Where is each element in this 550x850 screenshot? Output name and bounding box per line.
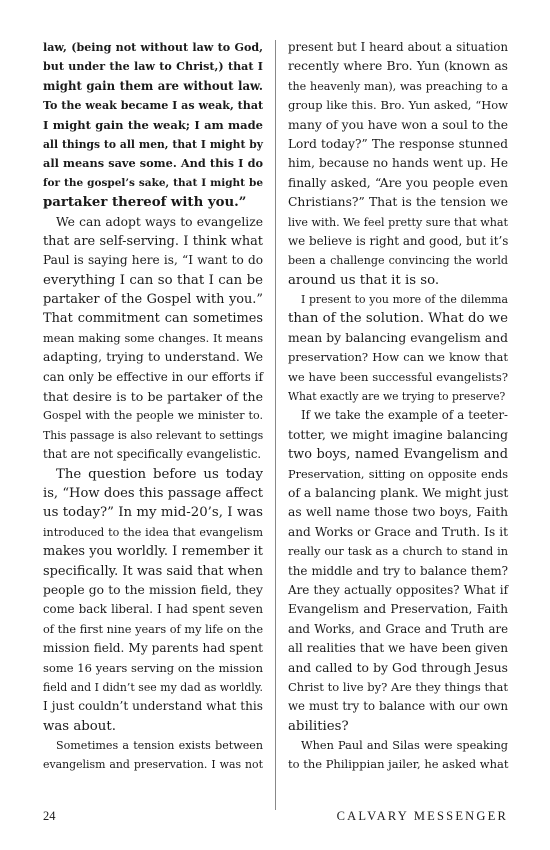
text-line: live with. We feel pretty sure that what: [288, 215, 508, 229]
text-line: Lord today?” The response stunned: [288, 136, 508, 151]
text-line: group like this. Bro. Yun asked, “How: [288, 98, 508, 113]
text-line: Paul is saying here is, “I want to do: [43, 253, 263, 268]
text-line: and Works or Grace and Truth. Is it: [288, 524, 508, 539]
text-line: than of the solution. What do we: [288, 311, 508, 327]
text-line: The question before us today: [56, 466, 263, 482]
text-line: That commitment can sometimes: [43, 311, 263, 327]
text-line: mean making some changes. It means: [43, 331, 263, 345]
page-number: 24: [43, 809, 56, 823]
text-line: we must try to balance with our own: [288, 699, 508, 714]
text-line: really our task as a church to stand in: [288, 545, 508, 559]
page-footer: [43, 809, 508, 825]
column-divider: [275, 40, 276, 810]
text-line: the middle and try to balance them?: [288, 563, 508, 578]
text-line: This passage is also relevant to settings: [43, 428, 264, 442]
text-line: all means save some. And this I do: [43, 156, 263, 171]
text-line: preservation? How can we know that: [288, 350, 508, 365]
text-line: all things to all men, that I might by: [43, 137, 263, 151]
text-line: makes you worldly. I remember it: [43, 544, 263, 560]
text-line: mission field. My parents had spent: [43, 641, 263, 656]
text-line: as well name those two boys, Faith: [288, 505, 508, 520]
right-column: [288, 38, 508, 775]
text-line: I might gain the weak; I am made: [43, 117, 263, 132]
text-line: all realities that we have been given: [288, 641, 508, 656]
text-line: was about.: [43, 718, 116, 734]
text-line: Evangelism and Preservation, Faith: [288, 602, 508, 617]
text-line: abilities?: [288, 718, 349, 734]
text-line: When Paul and Silas were speaking: [301, 739, 508, 753]
text-line: everything I can so that I can be: [43, 272, 263, 288]
text-line: introduced to the idea that evangelism: [43, 525, 263, 539]
text-line: and Works, and Grace and Truth are: [288, 621, 508, 636]
text-line: of a balancing plank. We might just: [288, 485, 509, 500]
text-line: I just couldn’t understand what this: [43, 699, 263, 714]
text-line: We can adopt ways to evangelize: [56, 214, 263, 229]
text-line: If we take the example of a teeter-: [301, 408, 508, 423]
text-line: What exactly are we trying to preserve?: [288, 390, 506, 404]
text-line: law, (being not without law to God,: [43, 41, 263, 54]
text-line: some 16 years serving on the mission: [43, 660, 263, 675]
publication-name: CALVARY MESSENGER: [336, 809, 508, 823]
text-line: us today?” In my mid-20’s, I was: [43, 505, 263, 521]
text-line: specifically. It was said that when: [43, 563, 263, 579]
text-line: adapting, trying to understand. We: [43, 350, 263, 365]
text-line: Sometimes a tension exists between: [56, 739, 263, 753]
text-line: been a challenge convincing the world: [288, 254, 508, 268]
text-line: Christians?” That is the tension we: [288, 195, 508, 210]
text-line: him, because no hands went up. He: [288, 156, 508, 171]
text-line: might gain them are without law.: [43, 78, 263, 93]
text-line: that desire is to be partaker of the: [43, 389, 263, 405]
text-line: many of you have won a soul to the: [288, 117, 509, 132]
text-line: two boys, named Evangelism and: [288, 447, 508, 463]
text-line: of the first nine years of my life on the: [43, 622, 263, 636]
text-line: To the weak became I as weak, that: [43, 99, 264, 113]
text-line: come back liberal. I had spent seven: [43, 602, 263, 617]
text-line: the heavenly man), was preaching to a: [288, 79, 508, 93]
text-line: people go to the mission field, they: [43, 582, 263, 597]
text-line: I present to you more of the dilemma: [301, 293, 508, 307]
text-line: Gospel with the people we minister to.: [43, 409, 263, 423]
text-line: around us that it is so.: [288, 272, 440, 288]
text-line: Are they actually opposites? What if: [288, 582, 508, 597]
text-line: Preservation, sitting on opposite ends: [288, 467, 508, 481]
text-line: that are not specifically evangelistic.: [43, 447, 262, 462]
text-line: partaker thereof with you.”: [43, 195, 247, 211]
text-line: Christ to live by? Are they things that: [288, 679, 508, 694]
text-line: is, “How does this passage affect: [43, 485, 263, 501]
text-line: can only be effective in our efforts if: [43, 369, 263, 384]
text-line: we believe is right and good, but it’s: [288, 233, 509, 248]
text-line: finally asked, “Are you people even: [288, 175, 508, 190]
text-line: evangelism and preservation. I was not: [43, 758, 263, 772]
left-column: [43, 38, 263, 775]
text-line: and called to by God through Jesus: [288, 660, 508, 675]
text-line: totter, we might imagine balancing: [288, 427, 508, 442]
text-line: partaker of the Gospel with you.”: [43, 292, 263, 308]
text-line: present but I heard about a situation: [288, 40, 508, 54]
text-line: but under the law to Christ,) that I: [43, 60, 263, 74]
text-line: mean by balancing evangelism and: [288, 330, 508, 345]
text-line: we have been successful evangelists?: [288, 369, 508, 384]
text-line: recently where Bro. Yun (known as: [288, 59, 508, 74]
text-line: that are self-serving. I think what: [43, 233, 263, 249]
text-line: to the Philippian jailer, he asked what: [288, 757, 509, 772]
text-line: for the gospel’s sake, that I might be: [43, 176, 263, 189]
text-line: field and I didn’t see my dad as worldly.: [43, 680, 263, 694]
